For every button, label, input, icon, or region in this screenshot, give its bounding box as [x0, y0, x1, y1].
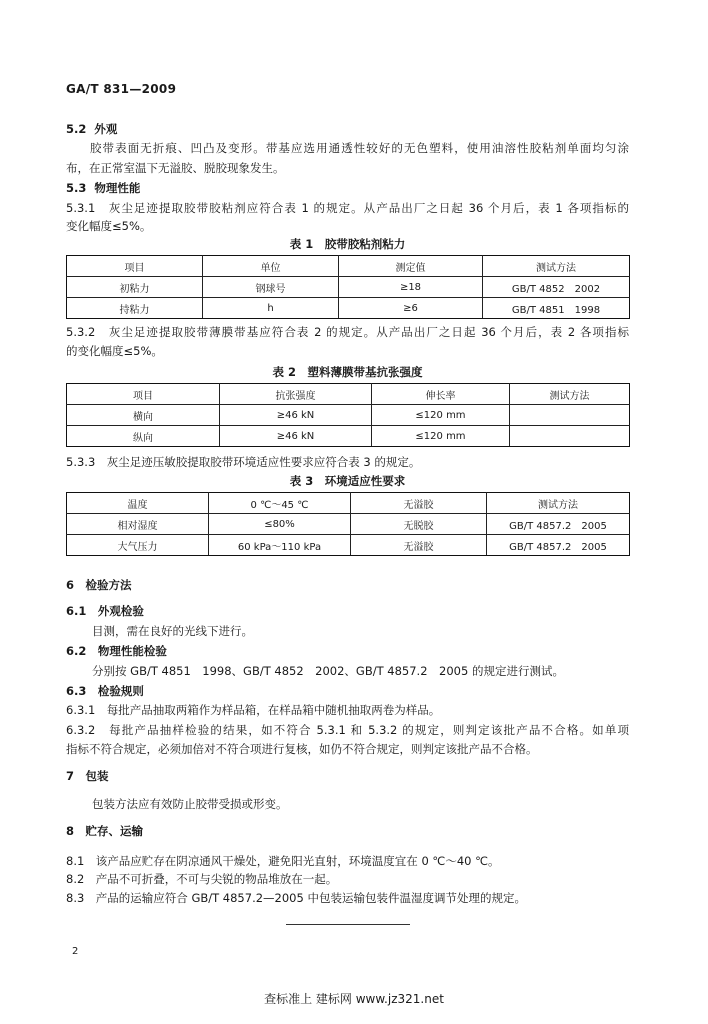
section-5-2-heading [66, 121, 117, 137]
table-2-header-cell: 抗张强度 [220, 384, 372, 405]
table-1-header-cell: 单位 [203, 256, 339, 277]
table-cell: 温度 [67, 493, 209, 514]
table-row [67, 493, 630, 514]
section-7-heading: 7 包装 [66, 769, 109, 783]
section-6-3-2-line1: 6.3.2 每批产品抽样检验的结果，如不符合 5.3.1 和 5.3.2 的规定，则判定该批产品不合格。如单项 [66, 723, 629, 737]
table-cell: 60 kPa～110 kPa [209, 535, 351, 556]
table-cell: 纵向 [67, 426, 220, 447]
table-cell: ≥18 [339, 277, 483, 298]
end-rule [286, 924, 410, 925]
table-1 [66, 255, 630, 319]
table-cell: ≤80% [209, 514, 351, 535]
table-3 [66, 492, 630, 556]
document-code-header: GA/T 831—2009 [66, 82, 177, 96]
table-cell: 钢球号 [203, 277, 339, 298]
table-2-caption: 表 2 塑料薄膜带基抗张强度 [272, 365, 423, 379]
footer-watermark: 查标准上 建标网 www.jz321.net [264, 992, 444, 1006]
table-1-caption: 表 1 胶带胶粘剂粘力 [289, 237, 406, 251]
section-8-2-text: 8.2 产品不可折叠，不可与尖锐的物品堆放在一起。 [66, 872, 338, 886]
table-cell: 相对湿度 [67, 514, 209, 535]
table-row [67, 426, 630, 447]
table-cell: 大气压力 [67, 535, 209, 556]
table-1-header-cell: 测定值 [339, 256, 483, 277]
table-cell: GB/T 4857.2 2005 [487, 514, 630, 535]
table-cell: ≥46 kN [220, 426, 372, 447]
section-5-3-1-line2: 变化幅度≤5%。 [66, 219, 152, 233]
table-2-header-cell: 测试方法 [510, 384, 630, 405]
table-cell: 0 ℃～45 ℃ [209, 493, 351, 514]
section-5-2-text-line2: 布，在正常室温下无溢胶、脱胶现象发生。 [66, 161, 285, 175]
table-cell: 无溢胶 [351, 535, 487, 556]
table-2 [66, 383, 630, 447]
section-5-3-2-line2: 的变化幅度≤5%。 [66, 344, 163, 358]
table-3-caption: 表 3 环境适应性要求 [289, 474, 406, 488]
table-cell: GB/T 4857.2 2005 [487, 535, 630, 556]
section-6-3-2-line2: 指标不符合规定，必须加倍对不符合项进行复核，如仍不符合规定，则判定该批产品不合格。 [66, 742, 538, 756]
section-5-3-2-line1: 5.3.2 灰尘足迹提取胶带薄膜带基应符合表 2 的规定。从产品出厂之日起 36 个月后，表 2 各项指标 [66, 325, 629, 339]
section-7-text: 包装方法应有效防止胶带受损或形变。 [92, 797, 288, 811]
table-cell: 横向 [67, 405, 220, 426]
table-row [67, 405, 630, 426]
table-cell [510, 405, 630, 426]
section-5-2-title: 外观 [94, 122, 118, 136]
table-row [67, 514, 630, 535]
table-cell: 测试方法 [487, 493, 630, 514]
section-8-1-text: 8.1 该产品应贮存在阴凉通风干燥处，避免阳光直射，环境温度宜在 0 ℃～40 ℃。 [66, 854, 500, 868]
section-6-1-text: 目测，需在良好的光线下进行。 [92, 624, 253, 638]
section-5-2-text-line1: 胶带表面无折痕、凹凸及变形。带基应选用通透性较好的无色塑料，使用油溶性胶粘剂单面均匀涂 [90, 141, 629, 155]
table-cell: GB/T 4851 1998 [483, 298, 630, 319]
section-5-3-heading [66, 180, 140, 196]
section-5-3-number: 5.3 [66, 181, 87, 195]
table-cell: GB/T 4852 2002 [483, 277, 630, 298]
page-number: 2 [72, 946, 79, 957]
table-cell: ≥6 [339, 298, 483, 319]
section-5-2-number: 5.2 [66, 122, 87, 136]
section-6-2-heading: 6.2 物理性能检验 [66, 644, 167, 658]
table-row [67, 535, 630, 556]
table-cell: 持粘力 [67, 298, 203, 319]
section-5-3-1-line1: 5.3.1 灰尘足迹提取胶带胶粘剂应符合表 1 的规定。从产品出厂之日起 36 个月后，表 1 各项指标的 [66, 201, 629, 215]
table-2-header-cell: 伸长率 [372, 384, 510, 405]
section-5-3-title: 物理性能 [94, 181, 141, 195]
table-cell [510, 426, 630, 447]
table-cell: ≤120 mm [372, 405, 510, 426]
table-1-header-row [67, 256, 630, 277]
table-1-header-cell: 项目 [67, 256, 203, 277]
table-row [67, 277, 630, 298]
section-6-3-heading: 6.3 检验规则 [66, 684, 144, 698]
section-6-1-heading: 6.1 外观检验 [66, 604, 144, 618]
table-row [67, 298, 630, 319]
table-cell: h [203, 298, 339, 319]
section-5-3-3-line1: 5.3.3 灰尘足迹压敏胶提取胶带环境适应性要求应符合表 3 的规定。 [66, 455, 421, 469]
table-cell: 无溢胶 [351, 493, 487, 514]
table-2-header-cell: 项目 [67, 384, 220, 405]
table-1-header-cell: 测试方法 [483, 256, 630, 277]
section-6-heading: 6 检验方法 [66, 578, 132, 592]
section-8-heading: 8 贮存、运输 [66, 824, 144, 838]
section-6-3-1-text: 6.3.1 每批产品抽取两箱作为样品箱，在样品箱中随机抽取两卷为样品。 [66, 703, 441, 717]
section-8-3-text: 8.3 产品的运输应符合 GB/T 4857.2—2005 中包装运输包装件温湿度调节处理的规定。 [66, 891, 526, 905]
table-cell: 初粘力 [67, 277, 203, 298]
table-cell: ≥46 kN [220, 405, 372, 426]
table-2-header-row [67, 384, 630, 405]
section-6-2-text: 分别按 GB/T 4851 1998、GB/T 4852 2002、GB/T 4857.2 2005 的规定进行测试。 [92, 664, 564, 678]
table-cell: 无脱胶 [351, 514, 487, 535]
table-cell: ≤120 mm [372, 426, 510, 447]
